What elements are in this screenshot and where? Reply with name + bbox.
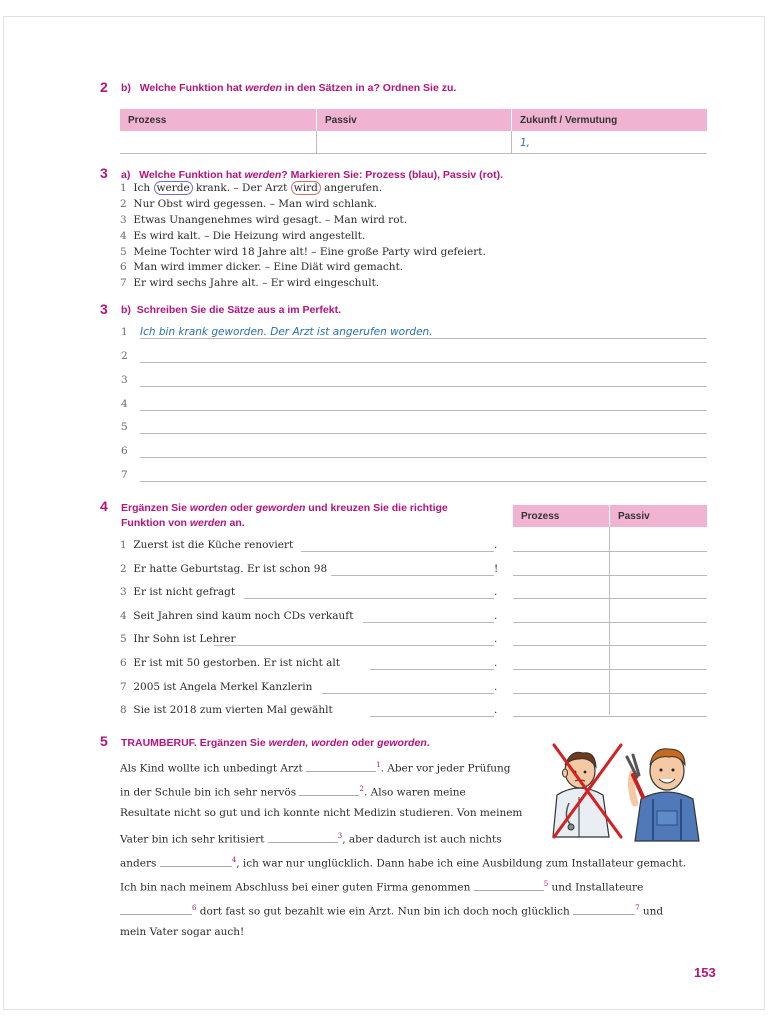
instruction-emphasis: werden [189, 517, 227, 529]
sentence-text: Er ist mit 50 gestorben. Er ist nicht alt [133, 657, 341, 669]
line-number: 5 [120, 246, 127, 258]
instruction-emphasis: werden [244, 169, 282, 181]
table-header-cell [513, 505, 609, 527]
exercise-title: TRAUMBERUF. [121, 737, 197, 749]
cloze-line [120, 879, 643, 894]
line-number: 6 [120, 657, 127, 669]
instruction-text: oder [348, 737, 378, 749]
line-number: 1 [121, 326, 128, 338]
sentence-end: . [494, 657, 498, 669]
cloze-text: , aber dadurch ist auch nichts [342, 833, 502, 846]
sentence-text: Ich [133, 182, 154, 194]
exercise-instruction [121, 304, 341, 316]
sentence-end: ! [494, 563, 499, 575]
task-prefix: a) [121, 169, 131, 181]
gap-number: 3 [337, 832, 343, 840]
checkbox-row-rule[interactable] [513, 669, 707, 670]
sentence-text: Er wird sechs Jahre alt. – Er wird eingeschult. [133, 277, 380, 289]
column-label: Zukunft / Vermutung [520, 115, 618, 126]
cloze-text: Resultate nicht so gut und ich konnte nicht Medizin studieren. Von meinem [120, 807, 523, 819]
instruction-emphasis: werden [245, 82, 282, 94]
cloze-text: anders [120, 857, 157, 870]
page-number: 153 [694, 965, 716, 980]
gap-number: 5 [543, 880, 549, 888]
line-number: 7 [121, 469, 128, 481]
cloze-text: Als Kind wollte ich unbedingt Arzt [120, 762, 303, 775]
table-header-cell [512, 109, 707, 131]
instruction-text: Ergänzen Sie [196, 737, 269, 749]
instruction-text: . [426, 737, 430, 749]
line-number: 1 [120, 182, 127, 194]
cloze-text: in der Schule bin ich sehr nervös [120, 786, 297, 799]
cloze-blank[interactable] [160, 856, 232, 867]
exercise-number: 3 [100, 301, 108, 317]
writing-line[interactable] [140, 433, 707, 434]
instruction-emphasis: worden [189, 502, 228, 514]
line-number: 2 [120, 198, 127, 210]
line-number: 3 [121, 374, 128, 386]
table-bottom-rule [120, 153, 707, 154]
cloze-line [120, 784, 466, 799]
column-label: Passiv [618, 511, 650, 522]
answer-blank[interactable] [370, 716, 494, 717]
line-number: 2 [121, 350, 128, 362]
exercise-number: 5 [100, 733, 108, 749]
table-header-cell [120, 109, 316, 131]
list-item [120, 634, 500, 645]
cloze-blank[interactable] [573, 904, 635, 915]
column-divider [316, 131, 317, 153]
exercise-instruction [121, 501, 448, 531]
line-number: 5 [120, 633, 127, 645]
sentence-text: 2005 ist Angela Merkel Kanzlerin [133, 681, 313, 693]
writing-line[interactable] [140, 362, 707, 363]
sentence-text: Er hatte Geburtstag. Er ist schon 98 [133, 563, 328, 575]
sentence-text: Er ist nicht gefragt [133, 586, 236, 598]
checkbox-row-rule[interactable] [513, 693, 707, 694]
sentence-line [120, 215, 407, 226]
sentence-text: Ihr Sohn ist Lehrer [133, 633, 236, 645]
sentence-end: . [494, 704, 498, 716]
answer-blank[interactable] [322, 693, 494, 694]
instruction-emphasis: werden, worden [268, 737, 349, 749]
sentence-end: . [494, 539, 498, 551]
checkbox-row-rule[interactable] [513, 575, 707, 576]
answer-blank[interactable] [370, 669, 494, 670]
cloze-blank[interactable] [268, 832, 338, 843]
line-number: 4 [120, 610, 127, 622]
circled-word-red: wird [291, 181, 321, 195]
sentence-line [120, 231, 365, 242]
instruction-text: und kreuzen Sie die richtige [305, 502, 448, 514]
sentence-text: Nur Obst wird gegessen. – Man wird schlank. [133, 198, 377, 210]
cloze-line [120, 855, 686, 870]
instruction-text: Schreiben Sie die Sätze aus a im Perfekt. [136, 304, 342, 316]
line-number: 3 [120, 214, 127, 226]
line-number: 6 [120, 261, 127, 273]
sentence-line [120, 199, 377, 210]
sentence-text: krank. – Der Arzt [192, 182, 291, 194]
gap-number: 6 [192, 904, 197, 912]
workbook-page [3, 16, 765, 1010]
cloze-blank[interactable] [120, 904, 192, 915]
example-answer: Ich bin krank geworden. Der Arzt ist angerufen worden. [140, 326, 433, 338]
line-number: 2 [120, 563, 127, 575]
task-prefix: b) [121, 82, 131, 94]
sentence-end: . [494, 586, 498, 598]
column-label: Passiv [325, 115, 357, 126]
writing-line[interactable] [140, 410, 707, 411]
sentence-line [120, 183, 382, 194]
exercise-number: 3 [100, 165, 108, 181]
cloze-line [120, 927, 244, 938]
writing-line[interactable] [140, 338, 707, 339]
doctor-vs-plumber-illustration [549, 737, 714, 842]
line-number: 6 [121, 445, 128, 457]
sentence-text: angerufen. [320, 182, 383, 194]
answer-blank[interactable] [214, 645, 494, 646]
sentence-text: Zuerst ist die Küche renoviert [133, 539, 294, 551]
column-label: Prozess [128, 115, 167, 126]
writing-line[interactable] [140, 457, 707, 458]
cloze-line [120, 760, 510, 775]
sentence-text: Sie ist 2018 zum vierten Mal gewählt [133, 704, 333, 716]
cloze-text: Vater bin ich sehr kritisiert [120, 833, 265, 846]
gap-number: 4 [231, 856, 237, 864]
writing-line[interactable] [140, 481, 707, 482]
crossed-out-doctor-icon [553, 745, 621, 837]
line-number: 1 [120, 539, 127, 551]
cloze-blank[interactable] [474, 880, 544, 891]
exercise-instruction [121, 737, 430, 749]
answer-blank[interactable] [301, 551, 494, 552]
sentence-text: Meine Tochter wird 18 Jahre alt! – Eine große Party wird gefeiert. [133, 246, 486, 258]
instruction-text: Welche Funktion hat [139, 82, 246, 94]
cloze-line [120, 808, 522, 819]
exercise-instruction [121, 169, 503, 181]
cloze-text: , ich war nur unglücklich. Dann habe ich eine Ausbildung zum Installateur gemacht. [236, 857, 687, 870]
cloze-blank[interactable] [306, 761, 376, 772]
sentence-text: Seit Jahren sind kaum noch CDs verkauft [133, 610, 354, 622]
instruction-text: oder [227, 502, 256, 514]
instruction-text: Ergänzen Sie [121, 502, 190, 514]
line-number: 4 [120, 230, 127, 242]
exercise-instruction [121, 82, 456, 94]
gap-number: 7 [635, 904, 640, 912]
cloze-text: . Also waren meine [363, 786, 466, 799]
sentence-end: . [494, 633, 498, 645]
list-item [120, 564, 500, 575]
list-item [120, 611, 500, 622]
list-item [120, 587, 500, 598]
column-label: Prozess [521, 511, 560, 522]
exercise-number: 4 [100, 498, 108, 514]
checkbox-row-rule[interactable] [513, 622, 707, 623]
cloze-text: dort fast so gut bezahlt wie ein Arzt. Nun bin ich doch noch glücklich [196, 905, 570, 918]
checkbox-row-rule[interactable] [513, 645, 707, 646]
list-item [120, 682, 500, 693]
cloze-text: und [639, 905, 664, 918]
example-answer: 1, [520, 137, 531, 149]
list-item [120, 705, 500, 716]
line-number: 4 [121, 398, 128, 410]
writing-line[interactable] [140, 386, 707, 387]
instruction-emphasis: geworden [377, 737, 427, 749]
instruction-text: an. [226, 517, 245, 529]
cloze-line [120, 903, 663, 918]
sentence-line [120, 278, 379, 289]
cloze-blank[interactable] [299, 785, 359, 796]
sentence-end: . [494, 610, 498, 622]
sentence-text: Es wird kalt. – Die Heizung wird angestellt. [133, 230, 366, 242]
instruction-emphasis: geworden [255, 502, 306, 514]
sentence-line [120, 247, 486, 258]
cloze-text: . Aber vor jeder Prüfung [380, 762, 511, 775]
instruction-text: Welche Funktion hat [139, 169, 245, 181]
sentence-end: . [494, 681, 498, 693]
table-header-cell [610, 505, 707, 527]
column-divider [511, 131, 512, 153]
cloze-line [120, 831, 502, 846]
answer-blank[interactable] [244, 598, 494, 599]
plumber-icon [627, 749, 699, 841]
line-number: 5 [121, 421, 128, 433]
exercise-number: 2 [100, 79, 108, 95]
sentence-text: Etwas Unangenehmes wird gesagt. – Man wird rot. [133, 214, 408, 226]
instruction-text: Funktion von [121, 517, 190, 529]
task-prefix: b) [121, 304, 131, 316]
cloze-text: und Installateure [548, 881, 644, 894]
column-divider [609, 527, 610, 715]
gap-number: 2 [359, 785, 364, 793]
checkbox-row-rule[interactable] [513, 551, 707, 552]
gap-number: 1 [376, 761, 381, 769]
checkbox-row-rule[interactable] [513, 598, 707, 599]
line-number: 8 [120, 704, 127, 716]
instruction-text: in den Sätzen in a? Ordnen Sie zu. [281, 82, 457, 94]
instruction-text: ? Markieren Sie: Prozess (blau), Passiv (rot). [281, 169, 504, 181]
circled-word-blue: werde [154, 181, 193, 195]
answer-blank[interactable] [363, 622, 494, 623]
cloze-text: mein Vater sogar auch! [120, 926, 245, 938]
table-header-cell [317, 109, 511, 131]
line-number: 7 [120, 681, 127, 693]
sentence-line [120, 262, 403, 273]
list-item [120, 540, 500, 551]
list-item [120, 658, 500, 669]
cloze-text: Ich bin nach meinem Abschluss bei einer guten Firma genommen [120, 881, 471, 894]
sentence-text: Man wird immer dicker. – Eine Diät wird gemacht. [133, 261, 404, 273]
line-number: 3 [120, 586, 127, 598]
checkbox-row-rule[interactable] [513, 716, 707, 717]
line-number: 7 [120, 277, 127, 289]
answer-blank[interactable] [331, 575, 494, 576]
